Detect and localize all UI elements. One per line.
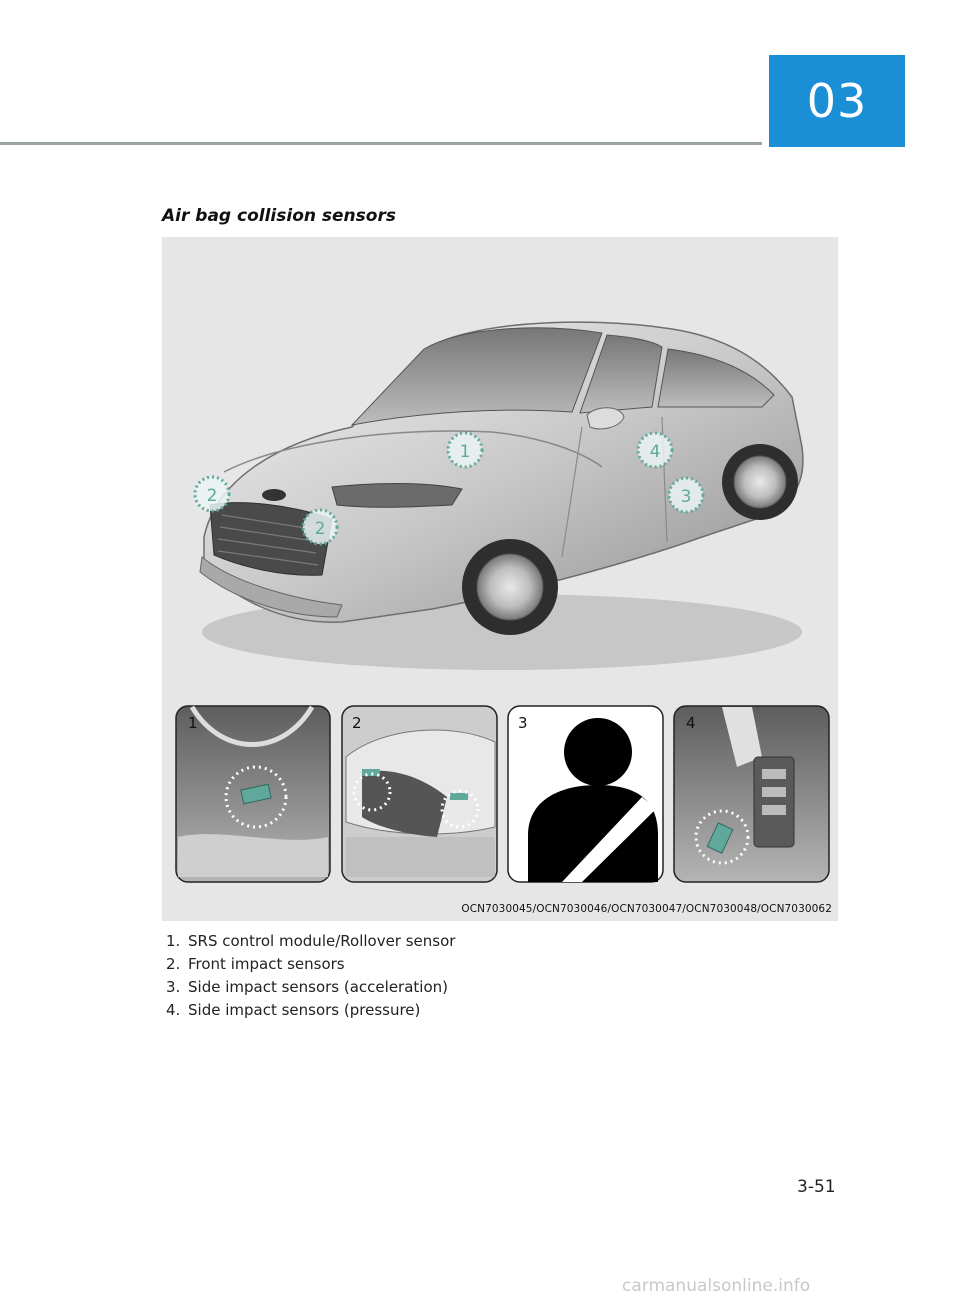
detail-panel-4 — [674, 706, 829, 882]
legend-item-number: 3. — [166, 978, 181, 996]
legend-item-number: 2. — [166, 955, 181, 973]
detail-panel-1 — [176, 706, 330, 882]
rear-wheel-rim — [734, 456, 786, 508]
front-wheel-rim — [477, 554, 543, 620]
car-illustration — [162, 237, 838, 921]
panel-4-label: 4 — [686, 714, 696, 732]
callout-2-left-label: 2 — [206, 486, 218, 506]
legend-item-text: Side impact sensors (acceleration) — [188, 978, 448, 996]
headlight — [332, 483, 462, 507]
legend-item-number: 1. — [166, 932, 181, 950]
callout-4 — [638, 433, 672, 467]
front-emblem — [262, 489, 286, 501]
chapter-number: 03 — [806, 74, 868, 128]
callout-2-right-label: 2 — [314, 519, 326, 539]
legend-item-text: Side impact sensors (pressure) — [188, 1001, 421, 1019]
panel-2-label: 2 — [352, 714, 362, 732]
legend-item — [166, 999, 455, 1022]
callout-1 — [448, 433, 482, 467]
callout-2-left — [195, 477, 229, 511]
legend-item — [166, 976, 455, 999]
legend-item-number: 4. — [166, 1001, 181, 1019]
watermark: carmanualsonline.info — [622, 1276, 811, 1296]
callout-3 — [669, 478, 703, 512]
detail-panel-3 — [508, 706, 663, 882]
section-title: Air bag collision sensors — [162, 206, 396, 226]
sensor-legend — [166, 930, 455, 1022]
callout-2-right — [303, 510, 337, 544]
chapter-tab — [769, 55, 905, 147]
page-number: 3-51 — [797, 1177, 836, 1197]
callout-3-label: 3 — [680, 487, 692, 507]
panel-1-label: 1 — [188, 714, 198, 732]
callout-1-label: 1 — [459, 442, 471, 462]
callout-4-label: 4 — [649, 442, 661, 462]
legend-item-text: Front impact sensors — [188, 955, 345, 973]
legend-item — [166, 953, 455, 976]
sensor-figure — [162, 237, 838, 921]
legend-item — [166, 930, 455, 953]
windshield — [352, 328, 602, 425]
detail-panel-2 — [342, 706, 497, 882]
panel-3-label: 3 — [518, 714, 528, 732]
header-rule — [0, 142, 762, 145]
figure-code: OCN7030045/OCN7030046/OCN7030047/OCN7030048/OCN7030062 — [461, 903, 832, 915]
legend-item-text: SRS control module/Rollover sensor — [188, 932, 456, 950]
